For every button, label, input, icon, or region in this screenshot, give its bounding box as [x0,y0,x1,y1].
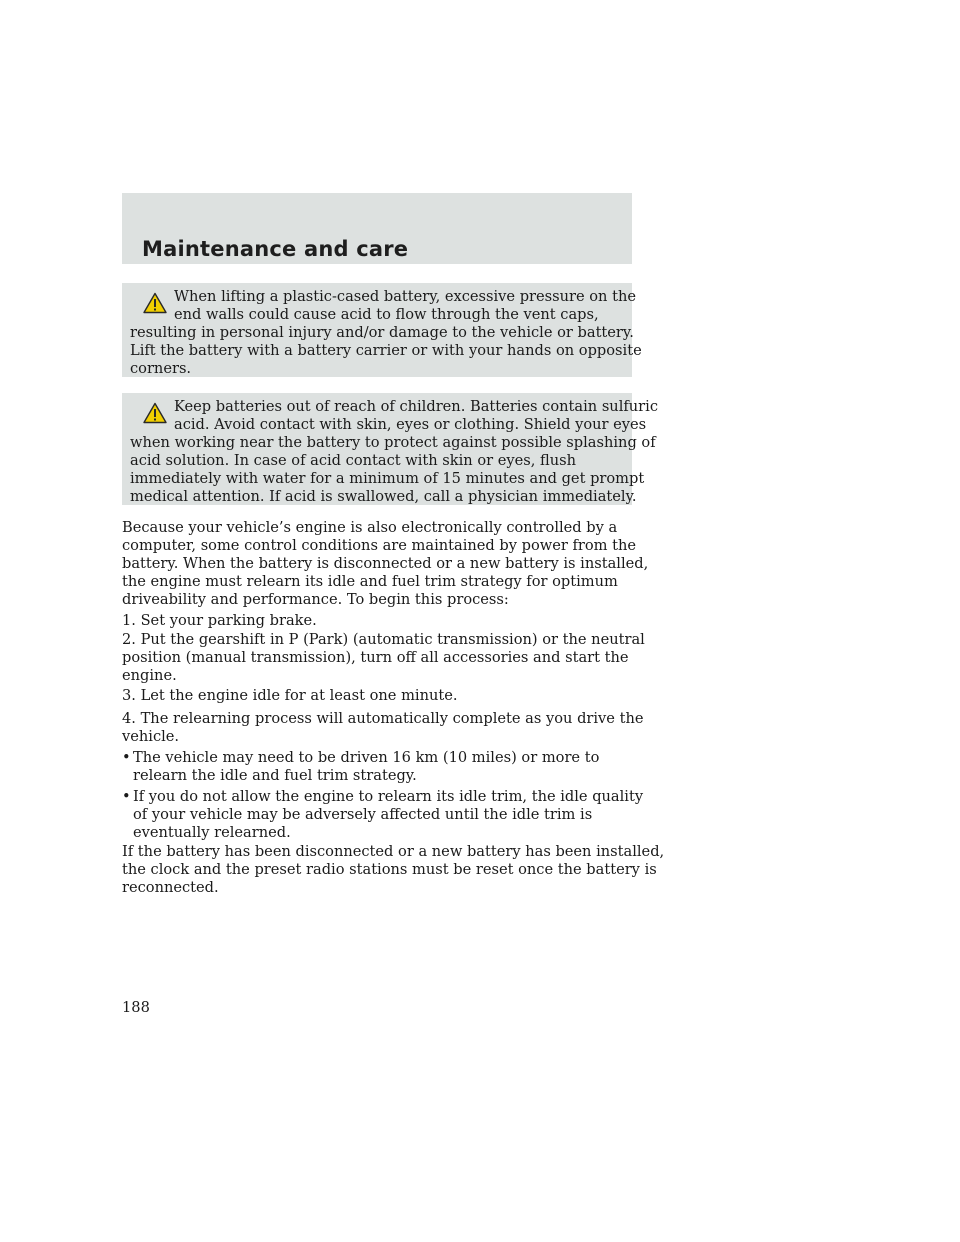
bullet-line: of your vehicle may be adversely affected until the idle trim is [133,806,593,823]
paragraph-line: the clock and the preset radio stations must be reset once the battery is [122,861,657,878]
intro-paragraph [122,519,649,609]
paragraph-line: the engine must relearn its idle and fuel trim strategy for optimum [122,573,618,590]
closing-paragraph [122,843,665,897]
warning-text [130,288,642,378]
warning-line: resulting in personal injury and/or damage to the vehicle or battery. [130,324,634,341]
warning-line: medical attention. If acid is swallowed, call a physician immediately. [130,488,637,505]
step-3 [122,687,642,705]
section-title: Maintenance and care [142,237,409,261]
bullet-item [122,788,643,842]
warning-line: Keep batteries out of reach of children. Batteries contain sulfuric [174,398,658,415]
warning-line: acid. Avoid contact with skin, eyes or clothing. Shield your eyes [174,416,647,433]
warning-line: immediately with water for a minimum of 15 minutes and get prompt [130,470,645,487]
paragraph-line: position (manual transmission), turn off all accessories and start the [122,649,629,666]
step-2 [122,631,645,685]
warning-triangle-icon [143,402,167,424]
paragraph-line: 1. Set your parking brake. [122,612,317,629]
bullet-marker: • [122,749,131,766]
warning-triangle-icon [143,292,167,314]
section-header-band [122,193,632,264]
paragraph-line: reconnected. [122,879,219,896]
paragraph-line: driveability and performance. To begin this process: [122,591,509,608]
paragraph-line: Because your vehicle’s engine is also electronically controlled by a [122,519,618,536]
paragraph-line: engine. [122,667,177,684]
step-4 [122,710,642,746]
paragraph-line: vehicle. [122,728,180,745]
warning-line: When lifting a plastic-cased battery, excessive pressure on the [174,288,636,305]
bullet-line: relearn the idle and fuel trim strategy. [133,767,417,784]
warning-line: end walls could cause acid to flow through the vent caps, [174,306,599,323]
step-1 [122,612,642,630]
bullet-item [122,749,599,785]
paragraph-line: 3. Let the engine idle for at least one minute. [122,687,458,704]
paragraph-line: battery. When the battery is disconnected or a new battery is installed, [122,555,649,572]
warning-box-battery-acid [122,393,658,505]
bullet-marker: • [122,788,131,805]
warning-line: acid solution. In case of acid contact with skin or eyes, flush [130,452,577,469]
paragraph-line: computer, some control conditions are maintained by power from the [122,537,637,554]
page-number: 188 [122,999,150,1016]
warning-line: corners. [130,360,192,377]
paragraph-line: 2. Put the gearshift in P (Park) (automatic transmission) or the neutral [122,631,645,648]
warning-line: Lift the battery with a battery carrier or with your hands on opposite [130,342,642,359]
paragraph-line: If the battery has been disconnected or a new battery has been installed, [122,843,665,860]
warning-text [130,398,658,506]
bullet-line: If you do not allow the engine to relearn its idle trim, the idle quality [133,788,644,805]
warning-line: when working near the battery to protect against possible splashing of [130,434,656,451]
bullet-line: The vehicle may need to be driven 16 km (10 miles) or more to [133,749,600,766]
bullet-line: eventually relearned. [133,824,291,841]
warning-box-battery-lifting [122,283,642,377]
paragraph-line: 4. The relearning process will automatically complete as you drive the [122,710,644,727]
